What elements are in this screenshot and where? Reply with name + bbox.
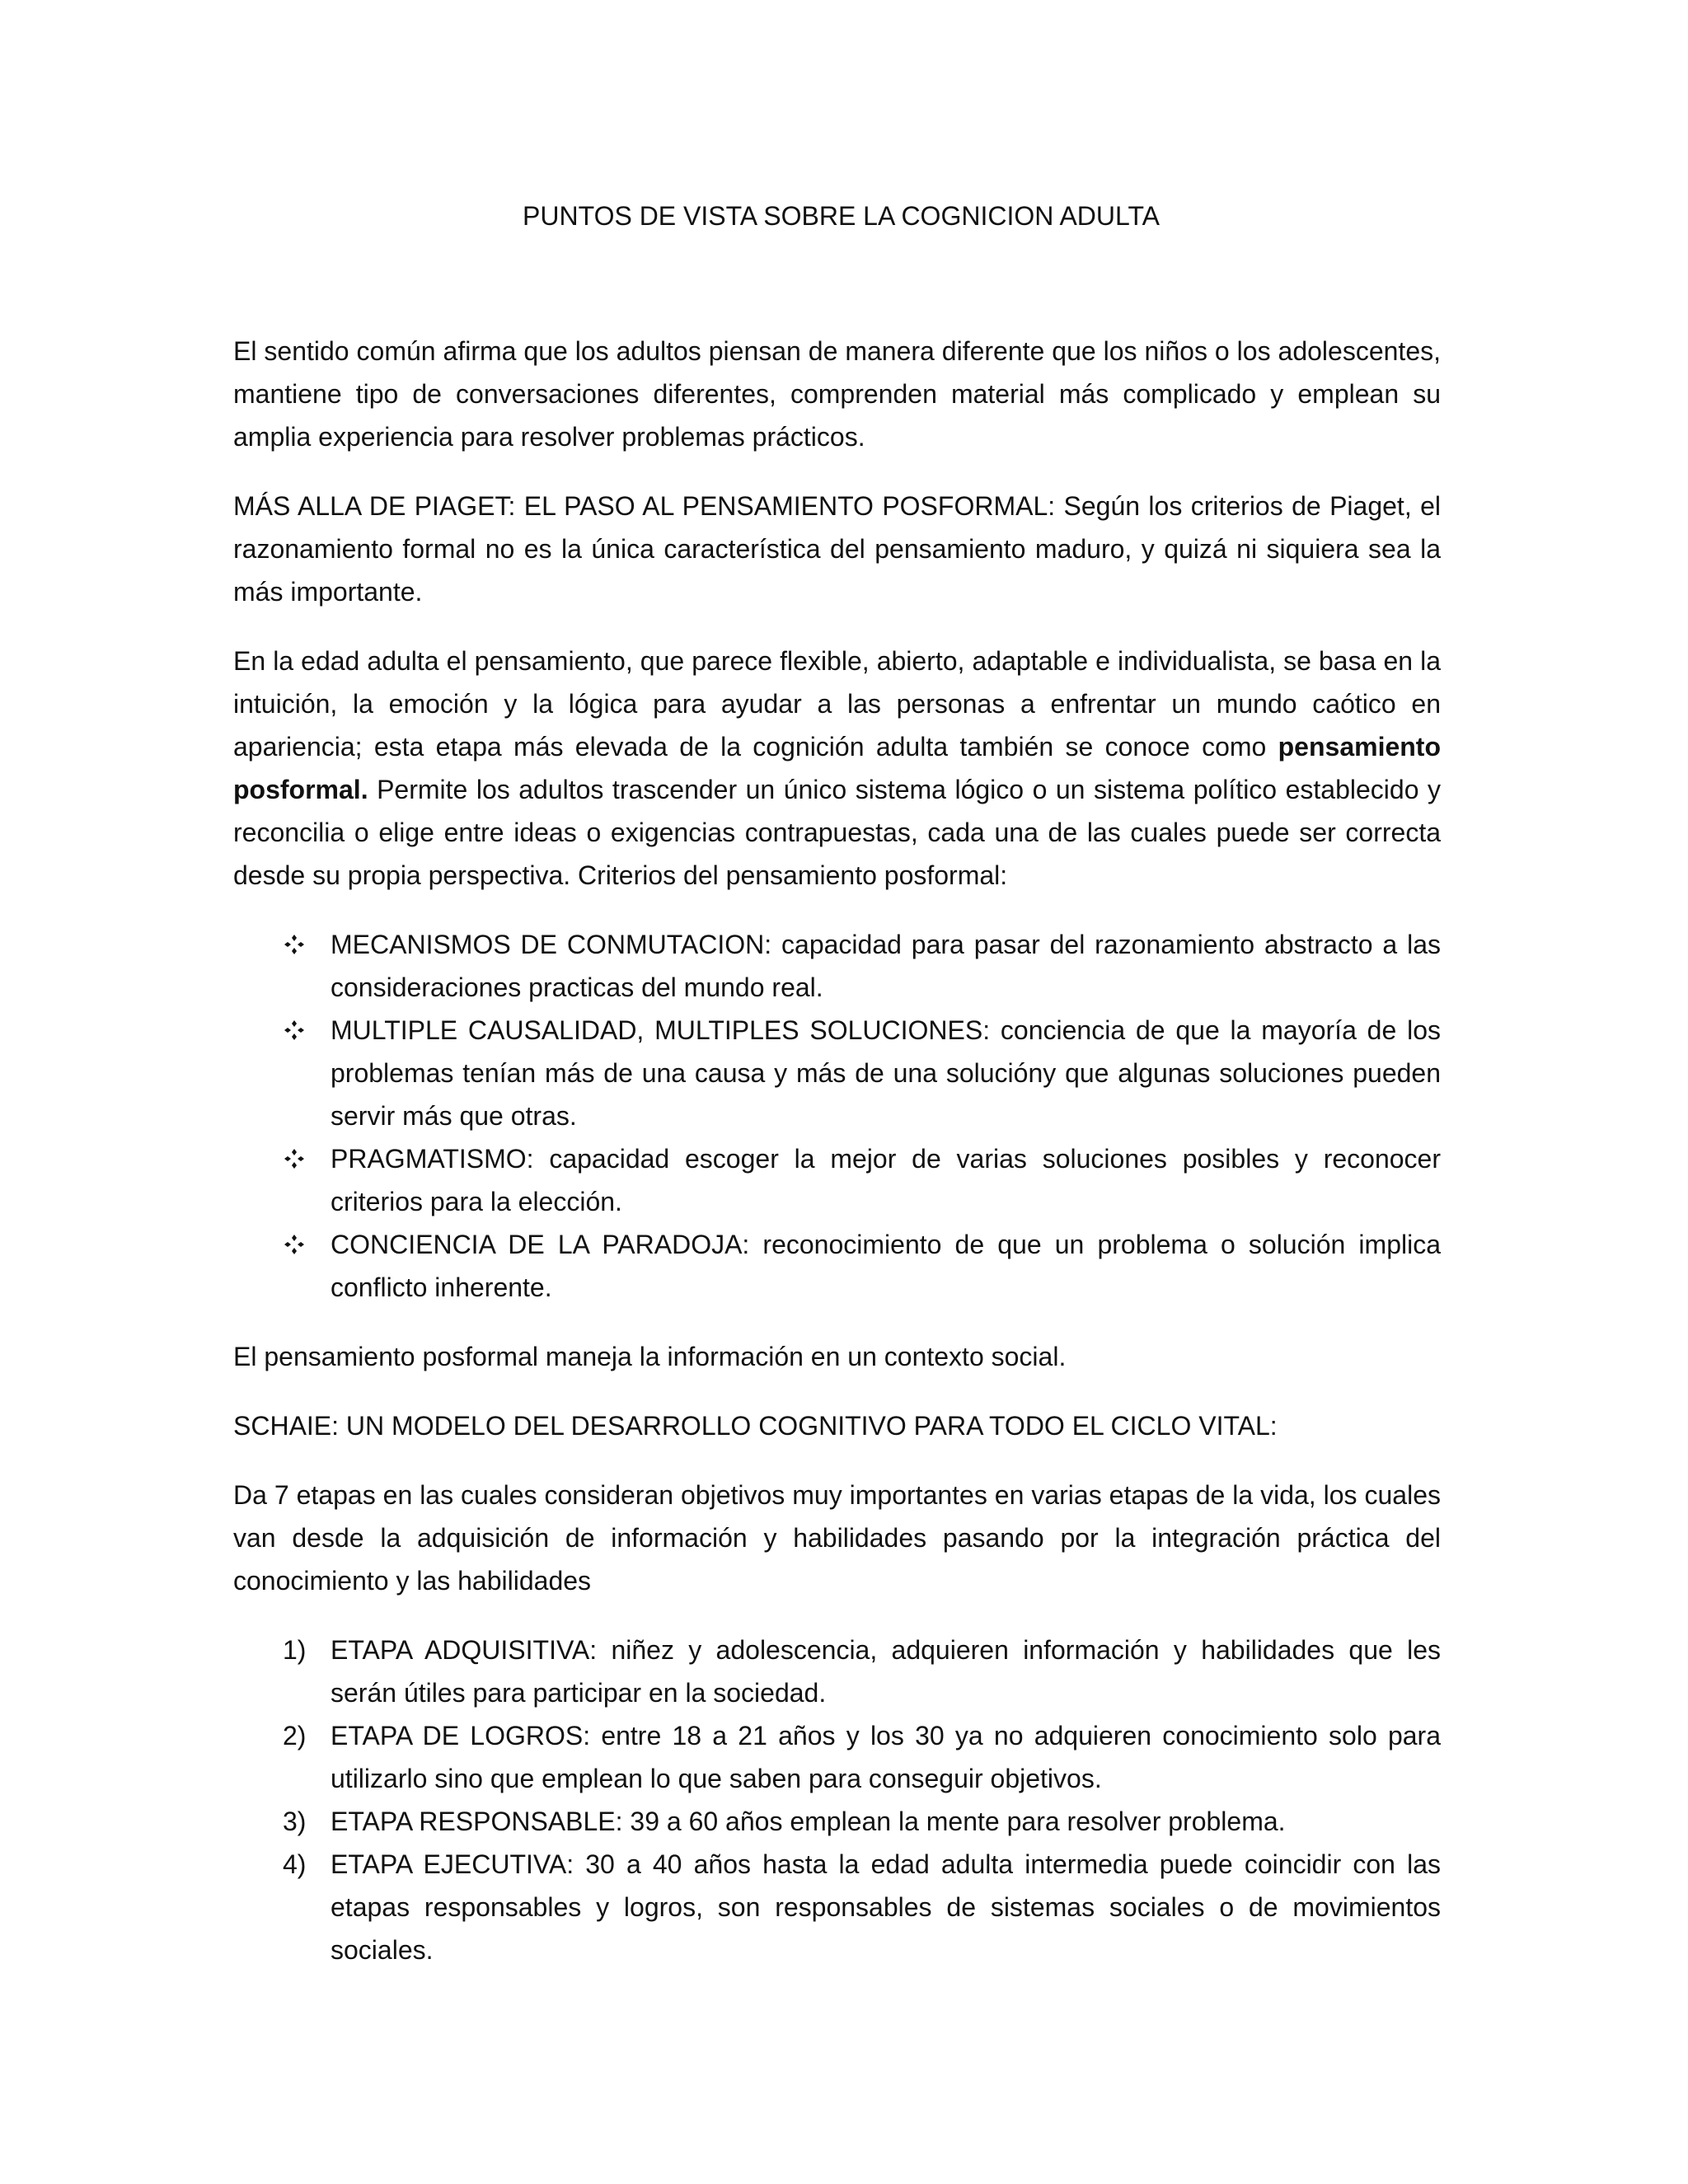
- list-item-text: ETAPA ADQUISITIVA: niñez y adolescencia, adquieren información y habilidades que les serán útiles para participar en la sociedad.: [331, 1635, 1441, 1708]
- four-diamond-bullet-icon: [284, 1235, 304, 1254]
- section-heading-schaie: SCHAIE: UN MODELO DEL DESARROLLO COGNITIVO PARA TODO EL CICLO VITAL:: [233, 1411, 1278, 1441]
- stages-numbered-list: [233, 1629, 1441, 1971]
- document-title: PUNTOS DE VISTA SOBRE LA COGNICION ADULTA: [523, 201, 1160, 231]
- list-number: 3): [283, 1807, 307, 1836]
- bullet-item-paradoja: [233, 1223, 1441, 1309]
- list-item-text: ETAPA EJECUTIVA: 30 a 40 años hasta la edad adulta intermedia puede coincidir con las etapas responsables y logros, son responsables de sistemas sociales o de movimientos sociales.: [331, 1849, 1441, 1965]
- bullet-item-causalidad: [233, 1009, 1441, 1137]
- paragraph-etapas: Da 7 etapas en las cuales consideran objetivos muy importantes en varias etapas de la vida, los cuales van desde la adquisición de información y habilidades pasando por la integración práctica del conocimiento y las habilidades: [233, 1480, 1441, 1596]
- bullet-item-conmutacion: [233, 923, 1441, 1009]
- criteria-bullet-list: [233, 923, 1441, 1309]
- list-item-text: ETAPA DE LOGROS: entre 18 a 21 años y los 30 ya no adquieren conocimiento solo para utilizarlo sino que emplean lo que saben para conseguir objetivos.: [331, 1721, 1441, 1793]
- list-number: 4): [283, 1849, 307, 1879]
- paragraph-contexto-social: El pensamiento posformal maneja la información en un contexto social.: [233, 1342, 1067, 1371]
- list-number: 1): [283, 1635, 307, 1665]
- numbered-item-ejecutiva: [233, 1843, 1441, 1971]
- paragraph-piaget: MÁS ALLA DE PIAGET: EL PASO AL PENSAMIENTO POSFORMAL: Según los criterios de Piaget, el razonamiento formal no es la única característica del pensamiento maduro, y quizá ni siquiera sea la más importante.: [233, 491, 1441, 607]
- four-diamond-bullet-icon: [284, 1020, 304, 1040]
- list-item-text: ETAPA RESPONSABLE: 39 a 60 años emplean la mente para resolver problema.: [331, 1807, 1286, 1836]
- four-diamond-bullet-icon: [284, 1149, 304, 1169]
- list-number: 2): [283, 1721, 307, 1750]
- numbered-item-responsable: [233, 1800, 1441, 1843]
- bold-term-posformal: pensamiento posformal.: [233, 732, 1441, 804]
- bullet-text: MECANISMOS DE CONMUTACION: capacidad para pasar del razonamiento abstracto a las consideraciones practicas del mundo real.: [331, 930, 1441, 1002]
- bullet-item-pragmatismo: [233, 1137, 1441, 1223]
- paragraph-posformal-text-end: Permite los adultos trascender un único sistema lógico o un sistema político establecido y reconcilia o elige entre ideas o exigencias contrapuestas, cada una de las cuales puede ser correcta desde su propia perspectiva. Criterios del pensamiento posformal:: [233, 775, 1441, 890]
- numbered-item-logros: [233, 1714, 1441, 1800]
- paragraph-intro: El sentido común afirma que los adultos piensan de manera diferente que los niños o los adolescentes, mantiene tipo de conversaciones diferentes, comprenden material más complicado y emplean su amplia experiencia para resolver problemas prácticos.: [233, 336, 1441, 452]
- numbered-item-adquisitiva: [233, 1629, 1441, 1714]
- four-diamond-bullet-icon: [284, 935, 304, 954]
- bullet-text: PRAGMATISMO: capacidad escoger la mejor de varias soluciones posibles y reconocer criterios para la elección.: [331, 1144, 1441, 1216]
- paragraph-posformal-text-start: En la edad adulta el pensamiento, que parece flexible, abierto, adaptable e individualista, se basa en la intuición, la emoción y la lógica para ayudar a las personas a enfrentar un mundo caótico en apariencia; esta etapa más elevada de la cognición adulta también se conoce como: [233, 646, 1441, 762]
- paragraph-posformal: [233, 640, 1441, 897]
- bullet-text: CONCIENCIA DE LA PARADOJA: reconocimiento de que un problema o solución implica conflicto inherente.: [331, 1230, 1441, 1302]
- bullet-text: MULTIPLE CAUSALIDAD, MULTIPLES SOLUCIONES: conciencia de que la mayoría de los problemas tenían más de una causa y más de una solucióny que algunas soluciones pueden servir más que otras.: [331, 1015, 1441, 1131]
